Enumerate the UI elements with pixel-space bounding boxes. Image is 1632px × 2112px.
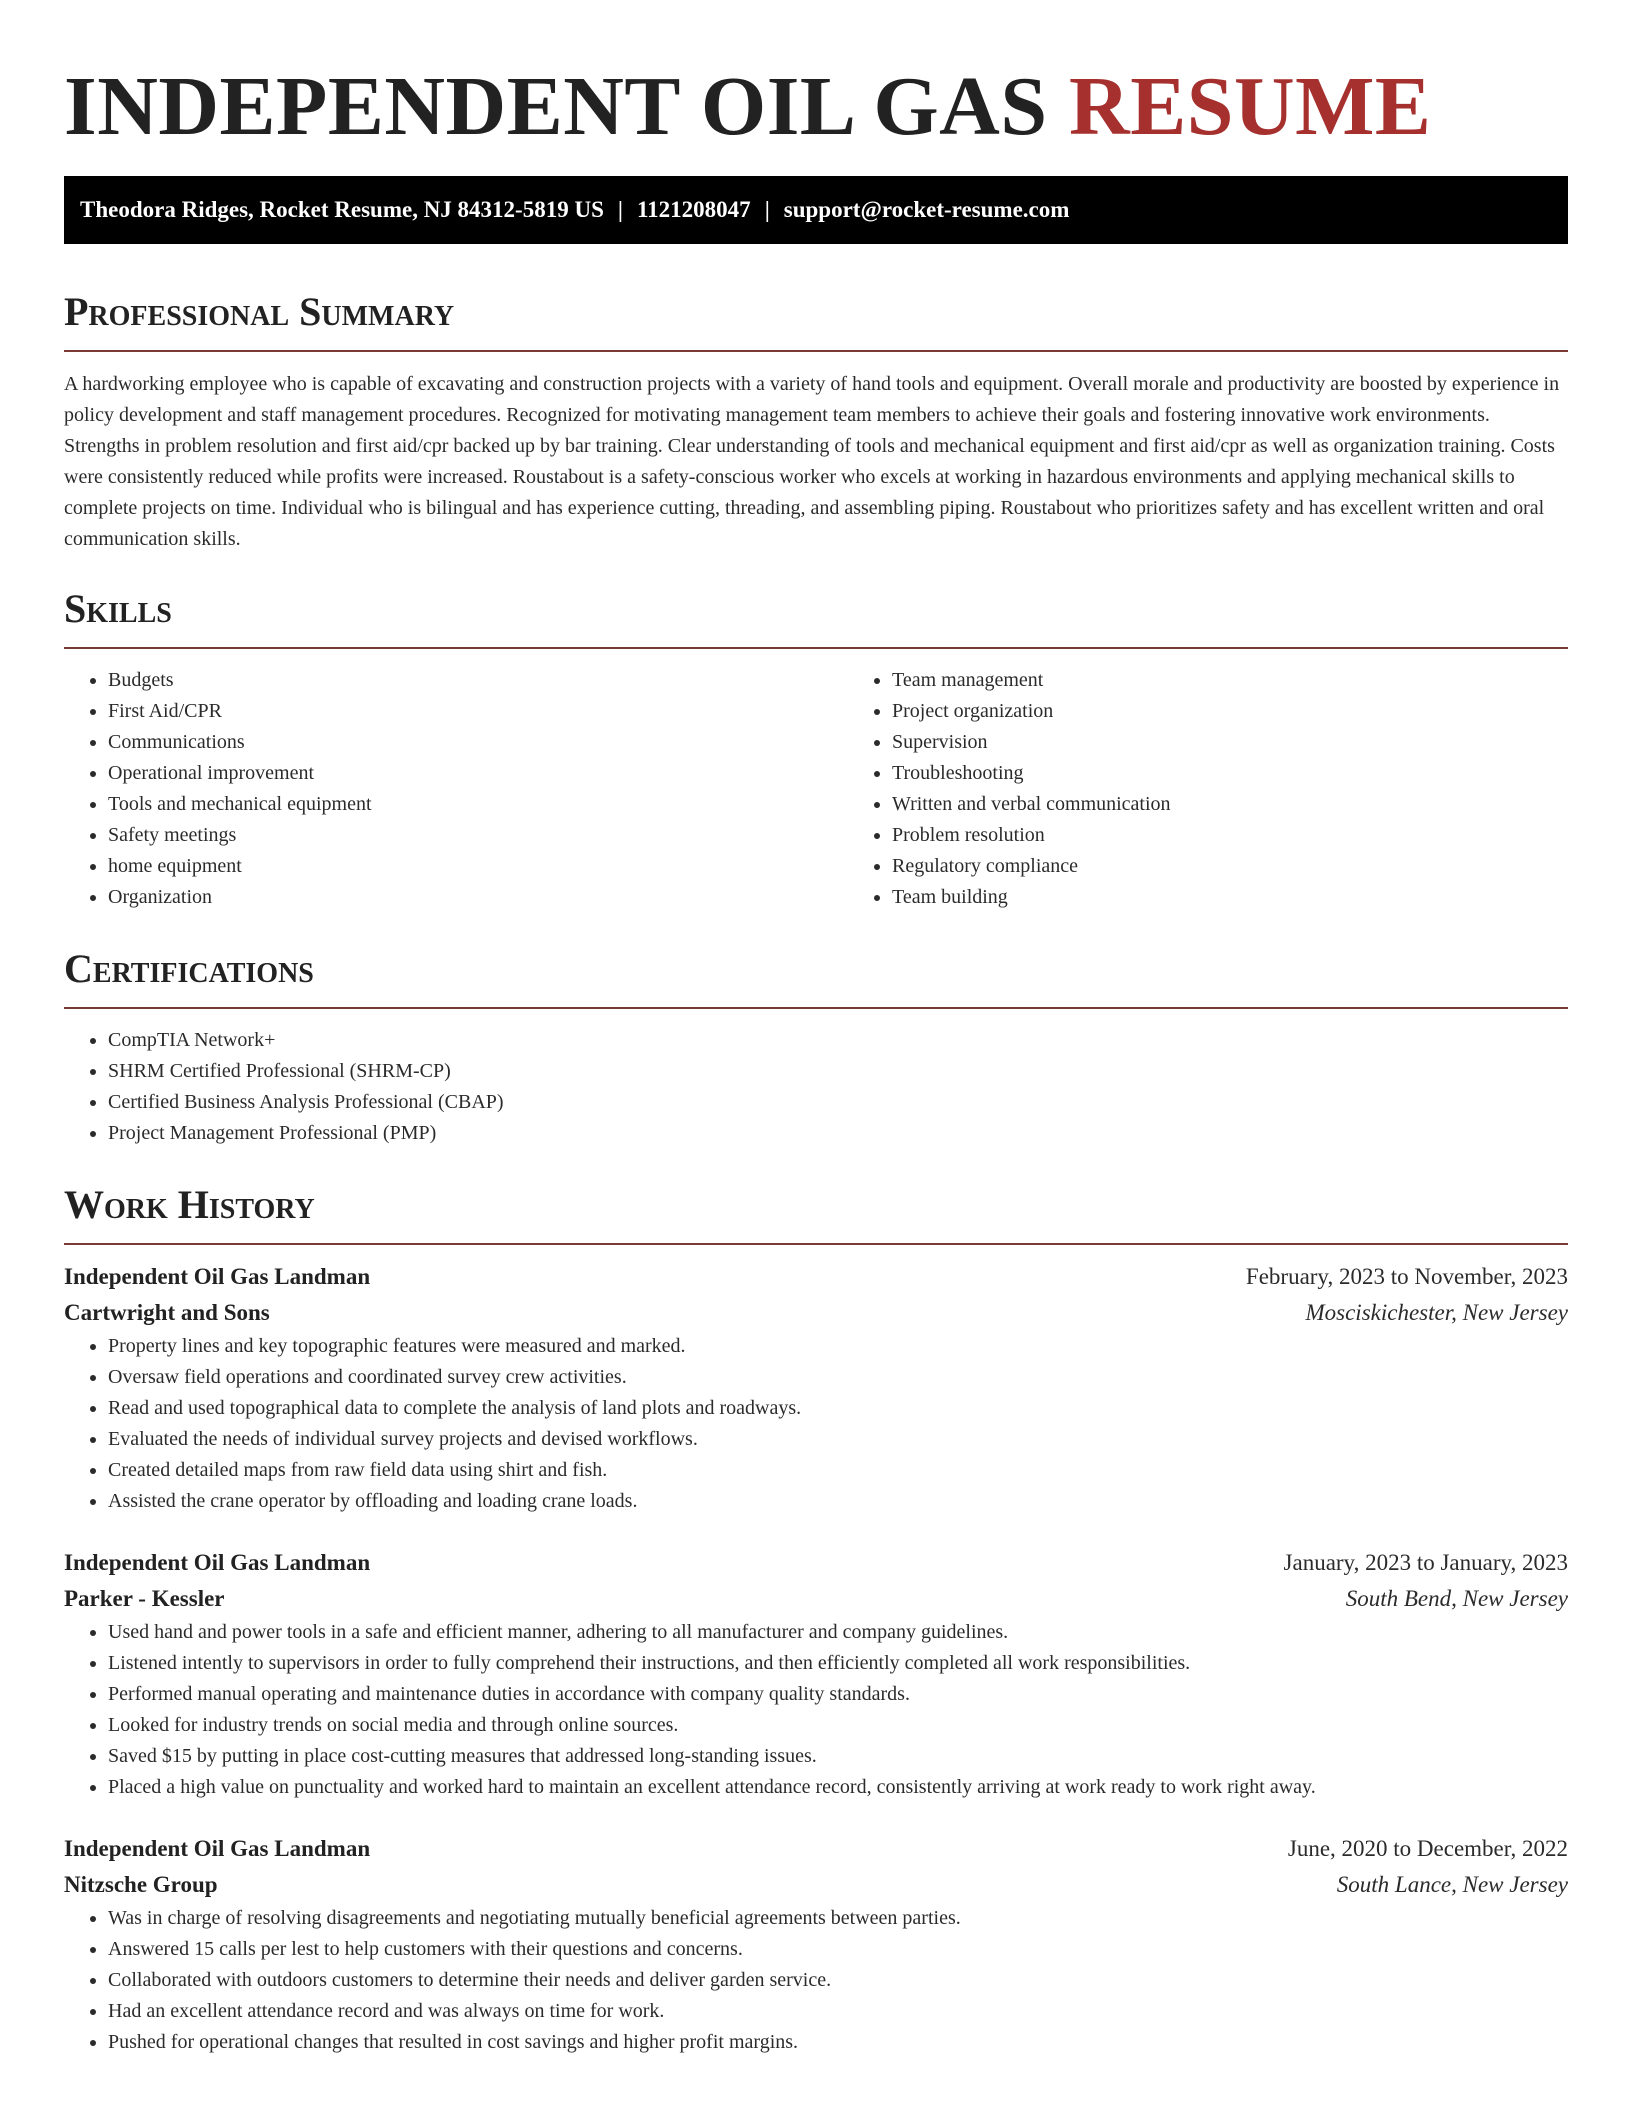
section-title-skills: Skills: [64, 586, 172, 631]
skill-item: • Organization: [108, 882, 848, 913]
skill-item: • Project organization: [892, 696, 1632, 727]
certification-item: • CompTIA Network+: [108, 1025, 1568, 1056]
job-duty: • Property lines and key topographic features were measured and marked.: [108, 1331, 1568, 1362]
contact-phone: 1121208047: [636, 197, 751, 222]
section-divider: [64, 1243, 1568, 1245]
job-duty: • Looked for industry trends on social media and through online sources.: [108, 1710, 1568, 1741]
certification-item: • Certified Business Analysis Professional (CBAP): [108, 1087, 1568, 1118]
job-header: [64, 1831, 1568, 1867]
job-company: Parker - Kessler: [64, 1586, 225, 1611]
contact-bar: [64, 176, 1568, 244]
section-title-work-history: Work History: [64, 1182, 315, 1227]
skill-item: • Communications: [108, 727, 848, 758]
title-accent: RESUME: [1069, 60, 1432, 153]
job-header: [64, 1259, 1568, 1295]
summary-text: A hardworking employee who is capable of excavating and construction projects with a variety of hand tools and equipment. Overall morale and productivity are boosted by experience in policy development and staff management procedures. Recognized for motivating management team members to achieve their goals and fostering innovative work environments. Strengths in problem resolution and first aid/cpr backed up by bar training. Clear understanding of tools and mechanical equipment and first aid/cpr as well as organization training. Costs were consistently reduced while profits were increased. Roustabout is a safety-conscious worker who excels at working in hazardous environments and applying mechanical skills to complete projects on time. Individual who is bilingual and has experience cutting, threading, and assembling piping. Roustabout who prioritizes safety and has excellent written and oral communication skills.: [64, 373, 1560, 550]
contact-email: support@rocket-resume.com: [783, 197, 1070, 222]
skill-item: • Team management: [892, 665, 1632, 696]
job-duties-list: [64, 1903, 1568, 2058]
skill-item: • home equipment: [108, 851, 848, 882]
skill-item: • First Aid/CPR: [108, 696, 848, 727]
job-duty: • Collaborated with outdoors customers to determine their needs and deliver garden service.: [108, 1965, 1568, 1996]
job-duty: • Created detailed maps from raw field data using shirt and fish.: [108, 1455, 1568, 1486]
section-divider: [64, 350, 1568, 352]
job-dates: June, 2020 to December, 2022: [1287, 1836, 1568, 1861]
job-entry: [64, 1259, 1568, 1517]
job-duty: • Saved $15 by putting in place cost-cutting measures that addressed long-standing issues.: [108, 1741, 1568, 1772]
section-divider: [64, 1007, 1568, 1009]
job-entry: [64, 1545, 1568, 1803]
job-duty: • Answered 15 calls per lest to help customers with their questions and concerns.: [108, 1934, 1568, 1965]
job-company: Cartwright and Sons: [64, 1300, 270, 1325]
job-header: [64, 1545, 1568, 1581]
job-location: South Lance, New Jersey: [1336, 1872, 1568, 1897]
job-subheader: [64, 1295, 1568, 1331]
skills-list-left: [64, 665, 848, 913]
skill-item: • Budgets: [108, 665, 848, 696]
skill-item: • Written and verbal communication: [892, 789, 1632, 820]
skill-item: • Supervision: [892, 727, 1632, 758]
job-duty: • Pushed for operational changes that resulted in cost savings and higher profit margins.: [108, 2027, 1568, 2058]
certification-item: • Project Management Professional (PMP): [108, 1118, 1568, 1149]
skill-item: • Tools and mechanical equipment: [108, 789, 848, 820]
job-duty: • Assisted the crane operator by offloading and loading crane loads.: [108, 1486, 1568, 1517]
job-duty: • Was in charge of resolving disagreements and negotiating mutually beneficial agreements between parties.: [108, 1903, 1568, 1934]
job-location: South Bend, New Jersey: [1345, 1586, 1568, 1611]
contact-separator: |: [764, 197, 770, 222]
skill-item: • Safety meetings: [108, 820, 848, 851]
certification-item: • SHRM Certified Professional (SHRM-CP): [108, 1056, 1568, 1087]
job-location: Mosciskichester, New Jersey: [1305, 1300, 1568, 1325]
summary-section: [64, 288, 1568, 555]
job-title: Independent Oil Gas Landman: [64, 1836, 371, 1861]
job-duty: • Performed manual operating and maintenance duties in accordance with company quality standards.: [108, 1679, 1568, 1710]
job-entry: [64, 1831, 1568, 2058]
job-dates: February, 2023 to November, 2023: [1245, 1264, 1568, 1289]
job-duty: • Read and used topographical data to complete the analysis of land plots and roadways.: [108, 1393, 1568, 1424]
certifications-list: [64, 1025, 1568, 1149]
skills-list-right: [848, 665, 1632, 913]
skill-item: • Team building: [892, 882, 1632, 913]
section-divider: [64, 647, 1568, 649]
job-duty: • Listened intently to supervisors in order to fully comprehend their instructions, and then efficiently completed all work responsibilities.: [108, 1648, 1568, 1679]
job-duty: • Used hand and power tools in a safe and efficient manner, adhering to all manufacturer and company guidelines.: [108, 1617, 1568, 1648]
job-subheader: [64, 1581, 1568, 1617]
contact-separator: |: [617, 197, 623, 222]
job-company: Nitzsche Group: [64, 1872, 218, 1897]
skill-item: • Troubleshooting: [892, 758, 1632, 789]
skill-item: • Operational improvement: [108, 758, 848, 789]
work-history-section: [64, 1181, 1568, 2058]
job-title: Independent Oil Gas Landman: [64, 1550, 371, 1575]
section-title-summary: Professional Summary: [64, 289, 455, 334]
job-subheader: [64, 1867, 1568, 1903]
title-main: INDEPENDENT OIL GAS: [64, 60, 1070, 153]
skills-section: [64, 585, 1568, 913]
job-duties-list: [64, 1331, 1568, 1517]
certifications-section: [64, 945, 1568, 1149]
skill-item: • Problem resolution: [892, 820, 1632, 851]
job-duty: • Oversaw field operations and coordinated survey crew activities.: [108, 1362, 1568, 1393]
job-duty: • Had an excellent attendance record and was always on time for work.: [108, 1996, 1568, 2027]
job-dates: January, 2023 to January, 2023: [1283, 1550, 1568, 1575]
job-title: Independent Oil Gas Landman: [64, 1264, 371, 1289]
contact-address: Theodora Ridges, Rocket Resume, NJ 84312-5819 US: [80, 197, 604, 222]
resume-title: [64, 0, 1568, 158]
skills-grid: [64, 665, 1568, 913]
job-duties-list: [64, 1617, 1568, 1803]
section-title-certifications: Certifications: [64, 946, 314, 991]
skill-item: • Regulatory compliance: [892, 851, 1632, 882]
job-duty: • Placed a high value on punctuality and worked hard to maintain an excellent attendance record, consistently arriving at work ready to work right away.: [108, 1772, 1568, 1803]
job-duty: • Evaluated the needs of individual survey projects and devised workflows.: [108, 1424, 1568, 1455]
